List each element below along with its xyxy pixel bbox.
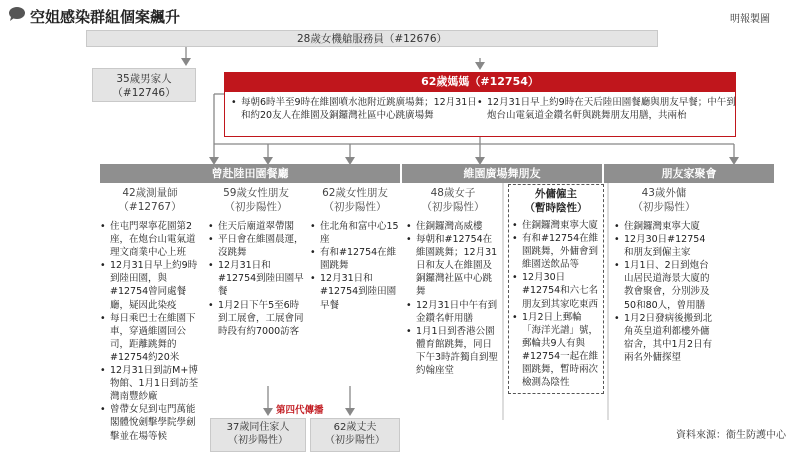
employer-box xyxy=(508,184,604,394)
key-case-panel xyxy=(224,91,736,137)
case-subtitle: （初步陽性） xyxy=(421,201,485,213)
case-title: 37歲同住家人 xyxy=(226,422,290,433)
case-subtitle: （初步陽性） xyxy=(632,201,696,213)
group-dance-header: 維園廣場舞朋友 xyxy=(402,164,602,183)
case-point: • 12月31日早上約9時到陸田園，與#12754曾同處餐廳，疑因此染疫 xyxy=(100,259,200,311)
fourth-gen-case-b xyxy=(310,418,400,452)
case-point: • 住銅鑼灣東寧大廈 xyxy=(512,219,600,232)
case-title: 62歲女性朋友 xyxy=(322,187,388,199)
case-point: • 住北角和富中心15座 xyxy=(310,220,400,246)
case-subtitle: （初步陽性） xyxy=(325,435,385,446)
key-case-point-2: • 12月31日早上約9時在天后陸田園餐廳與朋友早餐；中午到炮台山電氣道金鑽名軒與跳舞朋友用膳，共兩枱 xyxy=(477,97,736,121)
case-column-friend-62 xyxy=(310,186,400,312)
male-relative-line2: （#12746） xyxy=(112,87,176,99)
case-title: 62歲丈夫 xyxy=(333,422,377,433)
case-point: • 12月31日中午有到金鑽名軒用膳 xyxy=(406,299,500,325)
case-point: • 住天后廟道翠帶閣 xyxy=(208,220,304,233)
case-title: 外傭僱主 xyxy=(535,188,577,200)
fourth-gen-case-a xyxy=(210,418,306,452)
data-source: 資料來源：衞生防護中心 xyxy=(676,430,786,441)
page-title: 空姐感染群組個案飆升 xyxy=(30,8,181,26)
case-column-helper-43 xyxy=(614,186,714,364)
case-point: • 平日會在維園晨運，沒跳舞 xyxy=(208,233,304,259)
case-details xyxy=(310,220,400,312)
case-point: • 12月31日和#12754到陸田園早餐 xyxy=(208,259,304,298)
graphic-credit: 明報製圖 xyxy=(730,14,770,25)
case-point: • 1月2日下午5至6時到工展會，工展會同時段有約7000訪客 xyxy=(208,299,304,338)
group-restaurant-header: 曾赴陸田園餐廳 xyxy=(100,164,400,183)
case-point: • 住銅鑼灣高威樓 xyxy=(406,220,500,233)
key-case-point-1: • 每朝6時半至9時在維園噴水池附近跳廣場舞；12月31日和約20友人在維園及銅鑼灣社區中心跳廣場舞 xyxy=(231,97,477,121)
case-subtitle: （初步陽性） xyxy=(224,201,288,213)
case-point: • 有和#12754在維園跳舞，外傭會到維園送飲品等 xyxy=(512,232,600,271)
case-point: • 住屯門翠寧花園第2座，在炮台山電氣道理文商業中心上班 xyxy=(100,220,200,259)
case-point: • 1月2日上郵輪「海洋光譜」號，郵輪共9人有與#12754一起在維園跳舞，暫時兩次檢測為陰性 xyxy=(512,311,600,390)
case-title: 43歲外傭 xyxy=(641,187,687,199)
case-point: • 12月30日#12754和六七名朋友到其家吃東西 xyxy=(512,271,600,310)
case-title: 59歲女性朋友 xyxy=(223,187,289,199)
speech-bubble-icon xyxy=(8,6,26,22)
case-point: • 1月2日發病後搬到北角英皇道利都樓外傭宿舍，其中1月2日有兩名外傭探望 xyxy=(614,312,714,364)
case-details xyxy=(100,220,200,443)
case-point: • 12月30日#12754和朋友到僱主家 xyxy=(614,233,714,259)
fourth-gen-label: 第四代傳播 xyxy=(276,405,324,416)
group-gathering-header: 朋友家聚會 xyxy=(604,164,774,183)
case-point: • 每日乘巴士在維園下車，穿過維園回公司，距離跳舞的#12754約20米 xyxy=(100,312,200,364)
case-point: • 12月31日到訪M+博物館、1月1日到訪荃灣南豐紗廠 xyxy=(100,364,200,403)
case-details xyxy=(406,220,500,377)
male-relative-line1: 35歲男家人 xyxy=(116,73,172,85)
case-column-friend-59 xyxy=(208,186,304,338)
case-point: • 1月1日到香港公園體育館跳舞，同日下午3時許獨自到聖約翰座堂 xyxy=(406,325,500,377)
case-title: 42歲測量師 xyxy=(122,187,178,199)
case-point: • 有和#12754在維園跳舞 xyxy=(310,246,400,272)
case-title: 48歲女子 xyxy=(430,187,476,199)
case-subtitle: （初步陽性） xyxy=(228,435,288,446)
case-details xyxy=(208,220,304,338)
case-point: • 12月31日和#12754到陸田園早餐 xyxy=(310,272,400,311)
top-case-label: 28歲女機艙服務員（#12676） xyxy=(296,33,448,45)
case-point: • 曾帶女兒到屯門萬能閣體悅劍擊學院學劍擊並在場等候 xyxy=(100,403,200,442)
case-point: • 每朝和#12754在維園跳舞；12月31日和友人在維園及銅鑼灣社區中心跳舞 xyxy=(406,233,500,298)
case-subtitle: （暫時陰性） xyxy=(524,202,588,214)
top-case-box xyxy=(86,30,658,47)
male-relative-box xyxy=(92,68,196,102)
case-column-woman-48 xyxy=(406,186,500,377)
case-details xyxy=(512,219,600,389)
key-case-title: 62歲媽媽（#12754） xyxy=(224,72,736,91)
case-point: • 住銅鑼灣東寧大廈 xyxy=(614,220,714,233)
case-subtitle: （#12767） xyxy=(118,201,182,213)
case-point: • 1月1日、2日到炮台山居民道海景大廈的教會聚會，分別涉及50和80人，曾用膳 xyxy=(614,259,714,311)
case-subtitle: （初步陽性） xyxy=(323,201,387,213)
case-column-surveyor xyxy=(100,186,200,443)
case-details xyxy=(614,220,714,364)
